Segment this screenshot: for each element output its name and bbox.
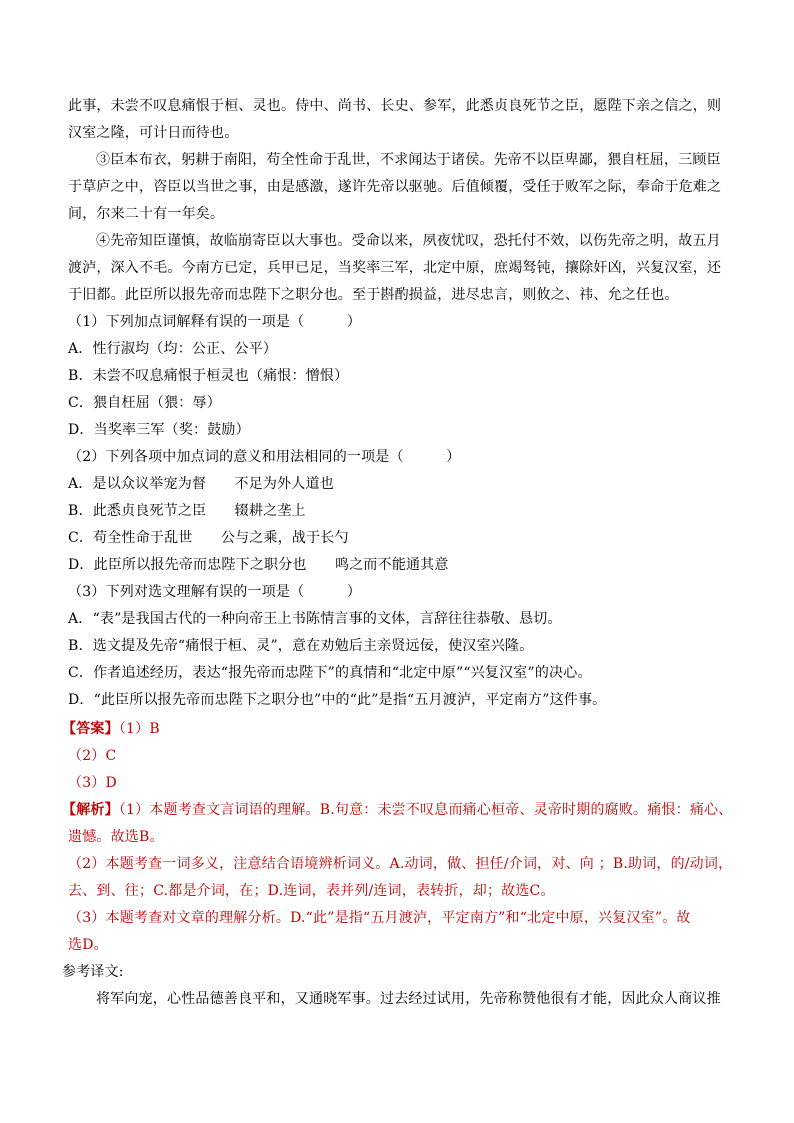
- question-1-option-d: D．当奖率三军（奖：鼓励）: [68, 422, 250, 438]
- answer-line-1: [62, 721, 160, 737]
- question-2-option-b: B．此悉贞良死节之臣 辍耕之垄上: [68, 503, 306, 519]
- analysis-line-1: [62, 802, 732, 818]
- question-1-option-b: B．未尝不叹息痛恨于桓灵也（痛恨：憎恨）: [68, 368, 349, 384]
- translation-line-1: 将军向宠，心性品德善良平和，又通晓军事。过去经过试用，先帝称赞他很有才能，因此众人商议推: [96, 991, 721, 1007]
- analysis-1a: （1）本题考查文言词语的理解。B.句意：未尝不叹息而痛心桓帝、灵帝时期的腐败。痛恨：痛心、: [118, 802, 733, 818]
- answer-2: （2）C: [68, 748, 117, 764]
- question-3-option-c: C．作者追述经历，表达“报先帝而忠陛下”的真情和“北定中原”“兴复汉室”的决心。: [68, 665, 592, 681]
- analysis-tag: 【解析】: [62, 802, 119, 818]
- analysis-3a-quote-1: “五月渡泸，平定南方”: [363, 910, 506, 926]
- analysis-3a-and: 和: [505, 910, 520, 926]
- question-1: （1）下列加点词解释有误的一项是（ ）: [68, 314, 362, 330]
- paragraph-4-line-2: 渡泸，深入不毛。今南方已定，兵甲已足，当奖率三军，北定中原，庶竭驽钝，攘除奸凶，兴复汉室，还: [68, 260, 722, 276]
- analysis-3a-quote-2: “北定中原，兴复汉室”: [519, 910, 663, 926]
- analysis-3b: 选D。: [68, 937, 108, 953]
- analysis-2b: 去、到、往；C.都是介词，在；D.连词，表并列/连词，表转折，却；故选C。: [68, 883, 555, 899]
- analysis-3a: [68, 910, 691, 926]
- question-2-option-c: C．苟全性命于乱世 公与之乘，战于长勺: [68, 530, 349, 546]
- question-2: （2）下列各项中加点词的意义和用法相同的一项是（ ）: [68, 449, 461, 465]
- paragraph-3-line-3: 间，尔来二十有一年矣。: [68, 206, 225, 222]
- analysis-1b: 遗憾。故选B。: [68, 829, 164, 845]
- question-2-option-d: D．此臣所以报先帝而忠陛下之职分也 鸣之而不能通其意: [68, 557, 449, 573]
- paragraph-3-line-1: ③臣本布衣，躬耕于南阳，苟全性命于乱世，不求闻达于诸侯。先帝不以臣卑鄙，猥自枉屈，三顾臣: [96, 152, 721, 168]
- answer-3: （3）D: [68, 775, 117, 791]
- analysis-3a-pre: （3）本题考查对文章的理解分析。D.“此”是指: [68, 910, 363, 926]
- question-3-option-a: A．“表”是我国古代的一种向帝王上书陈情言事的文体，言辞往往恭敬、恳切。: [68, 611, 562, 627]
- paragraph-4-line-3: 于旧都。此臣所以报先帝而忠陛下之职分也。至于斟酌损益，进尽忠言，则攸之、祎、允之任也。: [68, 287, 679, 303]
- analysis-3a-post: 。故: [662, 910, 691, 926]
- analysis-2a: （2）本题考查一词多义，注意结合语境辨析词义。A.动词，做、担任/介词，对、向 ；B.助词，的/动词，: [68, 856, 733, 872]
- question-1-option-a: A．性行淑均（均：公正、公平）: [68, 341, 278, 357]
- answer-tag: 【答案】: [62, 721, 119, 737]
- passage-line-2: 汉室之隆，可计日而待也。: [68, 125, 239, 141]
- question-2-option-a: A．是以众议举宠为督 不足为外人道也: [68, 476, 334, 492]
- question-3-option-b: B．选文提及先帝“痛恨于桓、灵”，意在劝勉后主亲贤远佞，使汉室兴隆。: [68, 638, 534, 654]
- paragraph-3-line-2: 于草庐之中，咨臣以当世之事，由是感激，遂许先帝以驱驰。后值倾覆，受任于败军之际，奉命于危难之: [68, 179, 722, 195]
- question-3-option-d: D．“此臣所以报先帝而忠陛下之职分也”中的“此”是指“五月渡泸，平定南方”这件事。: [68, 692, 607, 708]
- question-1-option-c: C．猥自枉屈（猥：辱）: [68, 395, 221, 411]
- passage-line-1: 此事，未尝不叹息痛恨于桓、灵也。侍中、尚书、长史、参军，此悉贞良死节之臣，愿陛下亲之信之，则: [68, 98, 722, 114]
- answer-1: （1）B: [118, 721, 160, 737]
- question-3: （3）下列对选文理解有误的一项是（ ）: [68, 584, 362, 600]
- paragraph-4-line-1: ④先帝知臣谨慎，故临崩寄臣以大事也。受命以来，夙夜忧叹，恐托付不效，以伤先帝之明，故五月: [96, 233, 721, 249]
- translation-heading: 参考译文:: [62, 964, 124, 980]
